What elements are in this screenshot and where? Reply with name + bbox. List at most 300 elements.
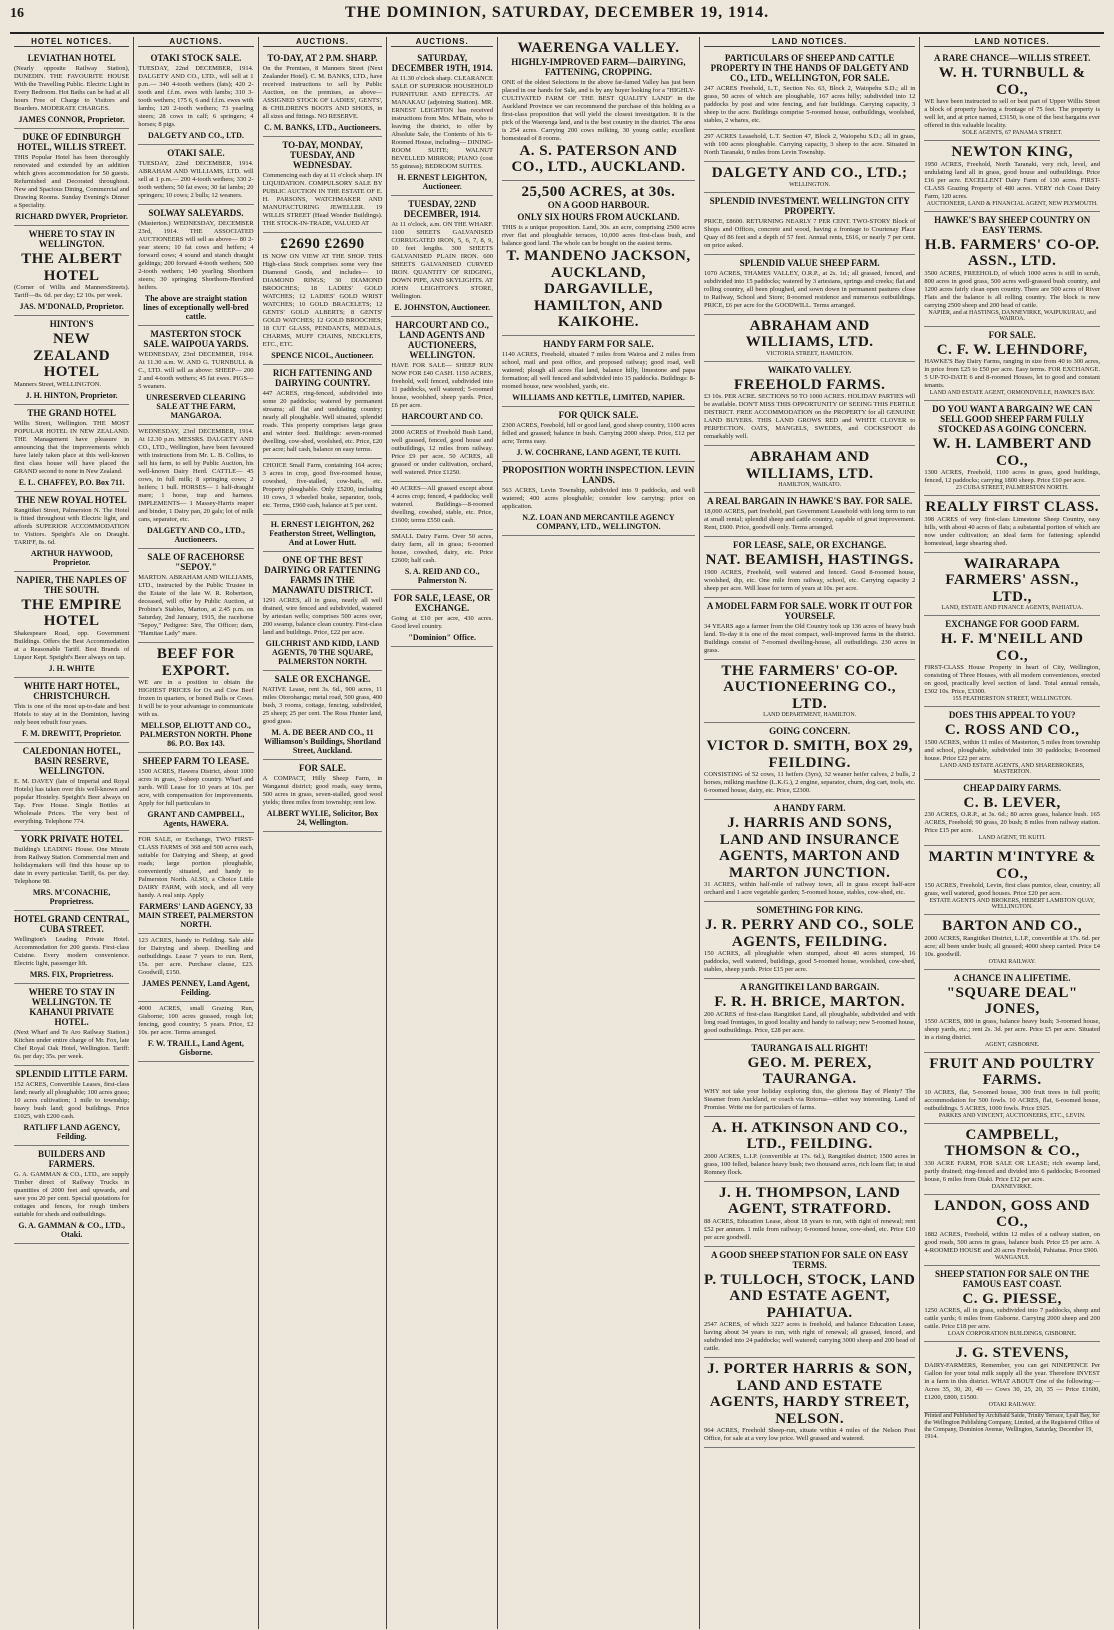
ad-display-line: GEO. M. PEREX, TAURANGA. bbox=[747, 1054, 872, 1087]
ad-display-line: H.B. FARMERS' CO-OP. ASSN., LTD. bbox=[924, 236, 1100, 269]
advertisement bbox=[263, 552, 383, 671]
ad-body: 447 ACRES, ring-fenced, subdivided into some 20 paddocks; watered by permanent streams; all flat and undulating country; nearly all ploughable. Well situated, splendid roads. This property comprises large grass and winter feed. Buildings: seven-roomed dwelling, cow-shed, woolshed, etc. Price, £20 per acre; half cash, balance on easy terms. bbox=[262, 389, 383, 453]
ad-body: Commencing each day at 11 o'clock sharp. IN LIQUIDATION. COMPULSORY SALE BY PUBLIC AUCTION IN THE ESTATE OF E. H. PARSONS, WATCHMAKER AND MANUFACTURING JEWELLER. 19 WILLIS STREET (Head Wonder Buildings). THE STOCK-IN-TRADE, VALUED AT bbox=[262, 172, 383, 227]
ad-display-line: DALGETY AND CO., LTD.; bbox=[711, 165, 908, 181]
section-heading-auctions: AUCTIONS. bbox=[138, 37, 253, 47]
ad-body: (Masterton.) WEDNESDAY, DECEMBER 23rd, 1914. THE ASSOCIATED AUCTIONEERS will sell as above— 80 2-year steers; 10 fat cows and heifers; 4 forward cows; 4 sound and stanch draught geldings; 200 forward 4-tooth wethers; 500 2-tooth wethers; 140 yearling Shorthorn steers; 30 springing Shorthorn-Hereford heifers. bbox=[138, 220, 254, 291]
ad-display-line: C. ROSS AND CO., bbox=[944, 722, 1080, 738]
ad-body: At 11.30 o'clock sharp. CLEARANCE SALE OF SUPERIOR HOUSEHOLD FURNITURE AND EFFECTS. AT MANAKAU (adjoining Station). MR. ERNEST LEIGHTON has received instructions from Mrs. M'Bain, who is leaving the district, to offer by Absolute Sale, the Contents of his 6-Roomed House, including— DINING-ROOM SUITE; WALNUT BEVELLED MIRROR; PIANO (cost 55 guineas); BEDROOM SUITES. bbox=[391, 75, 493, 170]
ad-body: G. A. GAMMAN & CO., LTD., are supply Timber direct of Railway Trucks in quantities of 2000 feet and upwards, and save you 20 per cent. Special quotations for cottages and fences, for rough timbers suitable for sheds and outbuildings. bbox=[14, 1170, 130, 1218]
ad-body: 200 ACRES of first-class Rangitikei Land, all ploughable, subdivided and with long road frontages, in good locality and handy to railway; new 5-roomed house, good outbuildings. Price, £28 per acre. bbox=[704, 1010, 916, 1034]
ad-heading: A REAL BARGAIN IN HAWKE'S BAY. FOR SALE. bbox=[707, 496, 913, 506]
ad-signature: FARMERS' LAND AGENCY, 33 MAIN STREET, PALMERSTON NORTH. bbox=[138, 902, 254, 929]
ad-body: FOR SALE, or Exchange, TWO FIRST-CLASS FARMS of 368 and 500 acres each, suitable for Dairying and Sheep, at good roads; large portion ploughable, conveniently situated, and handy to Palmerston North. ALSO, a Choice Little DAIRY FARM, with stock, and all very handy. A real snip. Apply bbox=[138, 836, 254, 899]
advertisement bbox=[704, 1117, 915, 1182]
advertisement bbox=[924, 846, 1100, 915]
ad-body: 31 ACRES, within half-mile of railway town, all in grass except half-acre orchard and 1 acre vegetable garden; 5-roomed house, stables, cow-shed, etc. bbox=[704, 881, 916, 896]
ad-body: SMALL Dairy Farm. Over 50 acres, dairy farm, all in grass; 6-roomed house, cowshed, dairy, etc. Price £2600; half cash. bbox=[391, 533, 493, 564]
waerenga-subtitle: HIGHLY-IMPROVED FARM—DAIRYING, FATTENING, CROPPING. bbox=[511, 56, 686, 77]
ad-body: 1550 ACRES, 800 in grass, balance heavy bush; 3-roomed house, sheep yards, etc.; rent 2s. 3d. per acre. Price £5 per acre. Situated in a rising district. bbox=[924, 1017, 1100, 1041]
ad-address: WANGANUI. bbox=[994, 1254, 1030, 1261]
ad-body: 2547 ACRES, of which 3227 acres is freehold, and balance Education Lease, having about 34 years to run, with right of renewal; all grassed, fenced, and subdivided into 24 paddocks; well watered; carrying 3000 sheep and 200 head of cattle. bbox=[704, 1321, 916, 1352]
advertisement bbox=[14, 743, 129, 831]
advertisement bbox=[924, 707, 1100, 780]
ad-heading: SHEEP FARM TO LEASE. bbox=[142, 756, 250, 766]
ad-body: 1140 ACRES, Freehold, situated 7 miles from Wairoa and 2 miles from school, mail and post office, and proposed railway; good road, well watered; plough all acres flat land, balance hilly, limestone and papa formation; all well fenced and subdivided into 15 paddocks. Buildings: 8-roomed house, new woolshed, yards, etc. bbox=[501, 350, 695, 390]
advertisement bbox=[14, 405, 129, 492]
ad-body: 1291 ACRES, all in grass, nearly all well drained, wire fenced and subdivided, watered by artesian wells; comprises 500 acres over, 200 swamp, balance clean country. First-class land and buildings. Price, £22 per acre. bbox=[262, 596, 383, 636]
advertisement bbox=[138, 326, 253, 425]
ad-body: E. M. DAVEY (late of Imperial and Royal Hotels) has taken over this well-known and popular Hostelry. Speight's Beer always on Tap. Free House. Single Bottles at Wholesale Prices. The very best of everything. Telephone 774. bbox=[14, 777, 130, 825]
harbour-sub2: ONLY SIX HOURS FROM AUCKLAND. bbox=[517, 212, 680, 222]
ad-display-line: CAMPBELL, THOMSON & CO., bbox=[944, 1126, 1080, 1159]
ad-signature: J. H. HINTON, Proprietor. bbox=[25, 390, 118, 400]
advertisement bbox=[704, 446, 915, 493]
ad-display-line: £2690 £2690 bbox=[280, 236, 365, 252]
ad-display-line: NEW ZEALAND HOTEL bbox=[33, 331, 111, 380]
advertisement bbox=[138, 205, 253, 326]
advertisement bbox=[704, 902, 915, 979]
section-heading-auctions: AUCTIONS. bbox=[391, 37, 493, 47]
advertisement bbox=[704, 130, 915, 162]
advertisement bbox=[391, 50, 493, 196]
ad-body: 1882 ACRES, Freehold, within 12 miles of a railway station, on good roads, 500 acres in grass, balance bush. Price £5 per acre. A 4-ROOMED HOUSE and 20 acres Freehold, Pahiatua. Price £900. bbox=[924, 1230, 1100, 1254]
advertisement bbox=[391, 317, 493, 426]
ad-display-line: ABRAHAM AND WILLIAMS, LTD. bbox=[745, 449, 874, 482]
ad-body: HAVE FOR SALE— SHEEP RUN NOW FOR £40 CASH. 1150 ACRES, freehold, well fenced, subdivided into 11 paddocks, well watered; 5-roomed house, woolshed, sheep yards. Price, £6 per acre. bbox=[391, 362, 493, 409]
ad-display-line: BEEF FOR EXPORT. bbox=[156, 646, 235, 679]
advertisement bbox=[138, 643, 253, 753]
column-auctions-2 bbox=[259, 37, 388, 1629]
ad-body: 1900 ACRES, Freehold, well watered and fenced. Good 8-roomed house, woolshed, dip, etc. One mile from railway, school, etc. Carrying capacity 2 sheep per acre. Will lease for term of years at 10s. per acre. bbox=[704, 568, 916, 592]
ad-heading: DO YOU WANT A BARGAIN? WE CAN SELL GOOD SHEEP FARM FULLY STOCKED AS A GOING CONCERN. bbox=[932, 404, 1093, 434]
ad-heading: TUESDAY, 22ND DECEMBER, 1914. bbox=[403, 199, 481, 219]
ad-body: HAWKE'S Bay Dairy Farms, ranging in size from 40 to 300 acres, in price from £25 to £50 per acre. Easy terms. FOR EXCHANGE. 5 UP-TO-DATE 6 and 8-roomed Houses, let to good and constant tenants. bbox=[924, 358, 1100, 389]
masthead bbox=[10, 4, 1104, 34]
advertisement bbox=[924, 553, 1100, 617]
waerenga-agent: A. S. PATERSON AND CO., LTD., AUCKLAND. bbox=[511, 142, 686, 175]
ad-body: This is one of the most up-to-date and best Hotels to stay at in the Dominion, having only been rebuilt four years. bbox=[14, 702, 130, 726]
harbour-body: THIS is a unique proposition. Land, 30s. an acre, comprising 2500 acres river flat and ploughable terraces, 10,000 acres first-class bush, and balance good land. The whole can be bought on the easiest terms. bbox=[501, 224, 695, 247]
ad-signature: WILLIAMS AND KETTLE, LIMITED, NAPIER. bbox=[512, 392, 685, 402]
ad-body: 964 ACRES, Freehold Sheep-run, situate within 4 miles of the Nelson Post Office, for sale at a very low price. Well grassed and watered. bbox=[704, 1427, 916, 1442]
ad-address: OTAKI RAILWAY. bbox=[988, 958, 1036, 965]
ad-display-line: A. H. ATKINSON AND CO., LTD., FEILDING. bbox=[711, 1119, 908, 1152]
ad-heading: A RANGITIKEI LAND BARGAIN. bbox=[740, 982, 880, 992]
advertisement bbox=[924, 1266, 1100, 1343]
advertisement bbox=[14, 1146, 129, 1244]
ad-signature: RATLIFF LAND AGENCY, Feilding. bbox=[23, 1122, 120, 1141]
ad-display-line: ABRAHAM AND WILLIAMS, LTD. bbox=[745, 317, 874, 350]
ad-heading: WHERE TO STAY IN WELLINGTON. TE KAHANUI PRIVATE HOTEL. bbox=[28, 986, 115, 1027]
advertisement bbox=[263, 459, 383, 515]
ad-display-line: C. B. LEVER, bbox=[963, 794, 1061, 811]
ad-body: 2000 ACRES of Freehold Bush Land, well grassed, fenced, good house and outbuildings, 12 miles from railway. Price £9 per acre. 50 ACRES, all grassed or under cultivation, orchard, well watered. Price £1250. bbox=[391, 429, 493, 476]
advertisement bbox=[704, 598, 915, 660]
ad-body: 2300 ACRES, Freehold, hill or good land, good sheep country, 1100 acres felled and grassed; balance in bush. Carrying 2000 sheep. Price, £12 per acre; Terms easy. bbox=[501, 421, 695, 445]
ad-list bbox=[14, 50, 129, 1244]
column-land-notices-1 bbox=[700, 37, 920, 1629]
ad-address: NAPIER, and at HASTINGS, DANNEVIRKE, WAIPUKURAU, and WAIROA. bbox=[928, 309, 1096, 322]
ad-body: (Nearly opposite Railway Station), DUNEDIN. THE FAVOURITE HOUSE With the Travelling Public. Electric Light in Every Bedroom. Hot Baths can be had at all hours Free of Charge to Visitors and Boarders. MODERATE CHARGES. bbox=[14, 65, 130, 112]
advertisement bbox=[14, 678, 129, 743]
ad-display-line: REALLY FIRST CLASS. bbox=[925, 499, 1099, 515]
section-heading-land-notices: LAND NOTICES. bbox=[704, 37, 915, 47]
ad-heading: YORK PRIVATE HOTEL bbox=[20, 833, 123, 844]
ad-body: 563 ACRES, Levin Township, subdivided into 9 paddocks, and well watered; 400 acres ploughable; consider low carrying; price on application. bbox=[501, 486, 695, 510]
ad-heading: DUKE OF EDINBURGH HOTEL, WILLIS STREET. bbox=[17, 132, 126, 152]
advertisement bbox=[14, 911, 129, 984]
ad-heading: TAURANGA IS ALL RIGHT! bbox=[751, 1042, 868, 1053]
ad-heading: SOMETHING FOR KING. bbox=[756, 905, 863, 915]
ad-body: 2000 ACRES, Rangitikei District, L.I.P., convertible at 17s. 6d. per acre; all been under bush; all grassed; 4000 sheep carried. Price £4 10s. goodwill. bbox=[924, 934, 1100, 958]
ad-heading: SALE OR EXCHANGE. bbox=[274, 673, 371, 684]
advertisement bbox=[924, 1053, 1100, 1124]
ad-heading: GOING CONCERN. bbox=[769, 726, 851, 736]
ad-signature: N.Z. LOAN AND MERCANTILE AGENCY COMPANY, LTD., WELLINGTON. bbox=[522, 512, 675, 531]
advertisement bbox=[502, 462, 695, 536]
advertisement bbox=[704, 979, 915, 1040]
advertisement bbox=[502, 407, 695, 462]
ad-heading: A GOOD SHEEP STATION FOR SALE ON EASY TERMS. bbox=[710, 1249, 909, 1270]
ad-signature: JAMES CONNOR, Proprietor. bbox=[18, 115, 125, 124]
ad-heading: THE NEW ROYAL HOTEL bbox=[16, 494, 127, 505]
ad-body: 230 ACRES, O.R.P., at 3s. 6d.; 80 acres grass, balance bush. 165 ACRES, Freehold; 90 grass, 20 bush; 8 miles from railway station. Price £15 per acre. bbox=[924, 811, 1100, 834]
advertisement bbox=[704, 50, 915, 130]
column-auctions-3 bbox=[387, 37, 498, 1629]
ad-display-line: W. H. TURNBULL & CO., bbox=[938, 65, 1086, 98]
ad-heading: SOLWAY SALEYARDS. bbox=[148, 208, 244, 218]
ad-address: DANNEVIRKE. bbox=[991, 1183, 1033, 1190]
ad-body: 1250 ACRES, all in grass, subdivided into 7 paddocks, sheep and cattle yards; 6 miles from Gisborne. Carrying 2000 sheep and 200 cattle. Price £18 per acre. bbox=[924, 1307, 1100, 1330]
waerenga-body: ONE of the oldest Selections in the above far-famed Valley has just been placed in our hands for Sale, and is by any buyer looking for a "HIGHLY-CULTIVATED FARM OF THE BEST QUALITY LAND" in the Auckland Province we can recommend the purchase of this holding as a first-class proposition that will yield the closest investigation. It is the pick of the Waerenga land, and is the best country in the district. The area is 254 acres. Carrying 200 cows milking, 30 young cattle; excellent homestead of 8 rooms. bbox=[501, 78, 695, 142]
ad-body: MARTON. ABRAHAM AND WILLIAMS, LTD., instructed by the Public Trustee in the Estate of the late W. R. Robertson, deceased, will offer by Public Auction, at Probine's Stables, Marton, at 2.45 p.m. on Saturday, 2nd January, 1915, the racehorse "Sepoy," Pedigree: Sire, The Officer; dam, "Hamitae Lady" mare. bbox=[138, 574, 254, 637]
ad-signature: JAMES PENNEY, Land Agent, Feilding. bbox=[142, 979, 250, 997]
section-heading-land-notices: LAND NOTICES. bbox=[924, 37, 1100, 47]
ad-address: WELLINGTON. bbox=[789, 181, 831, 188]
ad-address: AUCTIONEER, LAND & FINANCIAL AGENT, NEW PLYMOUTH. bbox=[926, 200, 1098, 207]
ad-body: Rangitikei Street, Palmerston N. The Hotel is fitted throughout with Electric light, and affords SUPERIOR ACCOMMODATION to Visitors. Speight's Ale on Draught. TARIFF, 8s. 6d. bbox=[14, 506, 130, 546]
advertisement bbox=[704, 162, 915, 193]
ad-heading: TO-DAY, MONDAY, TUESDAY, AND WEDNESDAY. bbox=[282, 140, 363, 170]
advertisement bbox=[704, 1040, 915, 1117]
ad-address: LAND AGENT, TE KUITI. bbox=[978, 835, 1046, 841]
ad-body: 1500 ACRES, within 11 miles of Masterton, 5 miles from township and school, ploughable, subdivided into 30 paddocks; 8-roomed house. Price £22 per acre. bbox=[924, 738, 1100, 762]
advertisement bbox=[704, 660, 915, 724]
section-heading-hotel-notices: HOTEL NOTICES. bbox=[14, 37, 129, 47]
advertisement bbox=[263, 137, 383, 233]
ad-heading: OTAKI SALE. bbox=[167, 148, 225, 158]
advertisement bbox=[14, 316, 129, 405]
advertisement bbox=[138, 934, 253, 1002]
ad-heading: FOR QUICK SALE. bbox=[558, 409, 639, 420]
column-auctions-1 bbox=[134, 37, 258, 1629]
ad-body: DAIRY-FARMERS, Remember, you can get NINEPENCE Per Gallon for your total milk supply all the year. Therefore INVEST in a farm in this district. WHAT ABOUT One of the following:— Acres 35, 30, 20, 49 — Cows 30, 25, 20, 35 — Price £1600, £1200, £800, £1500. bbox=[924, 1361, 1100, 1401]
ad-body: Manners Street, WELLINGTON. bbox=[14, 380, 102, 388]
ad-signature: H. ERNEST LEIGHTON, Auctioneer. bbox=[397, 173, 487, 191]
advertisement bbox=[704, 493, 915, 537]
ad-heading: A CHANCE IN A LIFETIME. bbox=[953, 972, 1071, 983]
advertisement bbox=[924, 50, 1100, 141]
ad-heading: SHEEP STATION FOR SALE ON THE FAMOUS EAST COAST. bbox=[935, 1268, 1090, 1289]
advertisement bbox=[704, 362, 915, 447]
ad-address: SOLE AGENTS, 67 PANAMA STREET. bbox=[962, 130, 1063, 136]
advertisement bbox=[263, 760, 383, 832]
ad-address: LAND DEPARTMENT, HAMILTON. bbox=[763, 712, 857, 718]
advertisement bbox=[704, 193, 915, 255]
harbour-sub: ON A GOOD HARBOUR. bbox=[547, 200, 650, 210]
ad-address: AGENT, GISBORNE. bbox=[984, 1041, 1040, 1048]
advertisement bbox=[14, 129, 129, 226]
advertisement bbox=[924, 616, 1100, 707]
ad-body: 10 ACRES, flat, 5-roomed house, 300 fruit trees in full profit; accommodation for 500 fowls. 10 ACRES, flat, 6-roomed house, outbuildings. 5 ACRES, 1000 fowls. Price £925. bbox=[924, 1088, 1100, 1112]
advertisement bbox=[263, 233, 383, 365]
ad-signature: J. H. WHITE bbox=[48, 663, 95, 673]
advertisement bbox=[924, 327, 1100, 402]
ad-display-line: J. PORTER HARRIS & SON, LAND AND ESTATE AGENTS, HARDY STREET, NELSON. bbox=[707, 1361, 913, 1427]
ad-address: LOAN CORPORATION BUILDINGS, GISBORNE. bbox=[947, 1331, 1077, 1337]
page-title: THE DOMINION, SATURDAY, DECEMBER 19, 1914. bbox=[344, 4, 770, 21]
ad-address: LAND AND ESTATE AGENTS, AND SHAREBROKERS, MASTERTON. bbox=[939, 762, 1085, 775]
ad-display-line: F. R. H. BRICE, MARTON. bbox=[714, 994, 905, 1010]
ad-display-line: LANDON, GOSS AND CO., bbox=[934, 1197, 1091, 1230]
advertisement bbox=[391, 426, 493, 482]
ad-heading: SPLENDID INVESTMENT. WELLINGTON CITY PROPERTY. bbox=[709, 195, 910, 216]
advertisement bbox=[704, 800, 915, 902]
advertisement bbox=[924, 915, 1100, 970]
advertisement bbox=[924, 401, 1100, 496]
ad-display-line: THE EMPIRE HOTEL bbox=[21, 596, 122, 629]
ad-heading: WAIKATO VALLEY. bbox=[767, 364, 852, 375]
advertisement bbox=[263, 515, 383, 552]
ad-display-line: C. G. PIESSE, bbox=[962, 1290, 1062, 1307]
ad-heading: TO-DAY, AT 2 P.M. SHARP. bbox=[267, 53, 378, 63]
ad-heading: RICH FATTENING AND DAIRYING COUNTRY. bbox=[272, 367, 373, 388]
ad-body: (Next Wharf and Te Aro Railway Station.) Kitchen under entire charge of Mr. Fox, late Chef Royal Oak Hotel, Wellington. Tariff: 6s. per day; 35s. per week. bbox=[14, 1028, 130, 1060]
ad-display-line: C. F. W. LEHNDORF, bbox=[936, 341, 1088, 358]
ad-body: WHY not take your holiday exploring this, the glorious Bay of Plenty? The Steamer from Auckland, or coach via Rotorua—either way interesting. Land of Promise. Write me for particulars of farms. bbox=[704, 1087, 916, 1111]
harbour-area: 25,500 ACRES, at 30s. bbox=[521, 183, 676, 200]
ad-display-line: NAT. BEAMISH, HASTINGS. bbox=[705, 552, 914, 568]
ad-signature: J. W. COCHRANE, LAND AGENT, TE KUITI. bbox=[516, 447, 681, 457]
ad-signature: M. A. DE BEER AND CO., 11 Williamson's Buildings, Shortland Street, Auckland. bbox=[263, 727, 381, 755]
ad-heading: OTAKI STOCK SALE. bbox=[150, 53, 242, 63]
ad-heading: EXCHANGE FOR GOOD FARM. bbox=[945, 619, 1080, 629]
column-hotel-notices bbox=[10, 37, 134, 1629]
advertisement bbox=[924, 1124, 1100, 1195]
columns bbox=[10, 37, 1104, 1629]
ad-heading: HANDY FARM FOR SALE. bbox=[543, 338, 654, 349]
ad-body: 4000 ACRES, small Grazing Run, Gisborne; 100 acres grassed, rough lot; fencing, good country; 5 years. Price, £2 10s. per acre. Terms arranged. bbox=[138, 1005, 254, 1036]
ad-heading: HAWKE'S BAY SHEEP COUNTRY ON EASY TERMS. bbox=[934, 214, 1091, 235]
advertisement bbox=[14, 572, 129, 678]
advertisement bbox=[924, 1342, 1100, 1413]
imprint-footer: Printed and Published by Archibald Saide, Trinity Terrace, Lyall Bay, for the Wellington Publishing Company, Limited, at the Registered Office of the Company, Dominion Avenue, Wellington, Saturday, December 19, 1914. bbox=[924, 1412, 1100, 1440]
ad-display-line: BARTON AND CO., bbox=[942, 918, 1083, 934]
ad-heading: FOR SALE, LEASE, OR EXCHANGE. bbox=[393, 593, 491, 613]
advertisement bbox=[391, 530, 493, 590]
waerenga-ad bbox=[502, 37, 695, 181]
ad-heading: DOES THIS APPEAL TO YOU? bbox=[948, 710, 1076, 720]
advertisement bbox=[924, 141, 1100, 212]
ad-display-line: H. F. M'NEILL AND CO., bbox=[940, 631, 1084, 664]
ad-display-line: J. R. PERRY AND CO., SOLE AGENTS, FEILDING. bbox=[704, 917, 915, 950]
ad-address: LAND AND ESTATE AGENT, ORMONDVILLE, HAWKE'S BAY. bbox=[929, 390, 1095, 396]
advertisement bbox=[704, 255, 915, 315]
advertisement bbox=[138, 753, 253, 833]
ad-list bbox=[263, 50, 383, 832]
ad-signature: GRANT AND CAMPBELL, Agents, HAWERA. bbox=[147, 810, 245, 828]
ad-body: NATIVE Lease, rent 3s. 6d., 900 acres, 11 miles Otorohanga; metal road, 500 grass, 400 bush, 3 rooms, cottage, fencing, subdivided, 25 sheep; 25 per cent. The Ross Hunter land, good grass. bbox=[262, 685, 383, 725]
ad-heading: FOR SALE. bbox=[298, 762, 346, 773]
ad-heading: PARTICULARS OF SHEEP AND CATTLE PROPERTY IN THE HANDS OF DALGETY AND CO., LTD., WELLINGTON, FOR SALE. bbox=[710, 53, 909, 83]
ad-body: 1500 ACRES, Hawera District, about 1000 acres in grass, 3-sheep country. Wharf and yards. Will Lease for 10 years at 10s. per acre, with compensation for improvements. Apply for full particulars to bbox=[138, 768, 254, 807]
ad-signature: HARCOURT AND CO. bbox=[401, 412, 483, 421]
ad-heading: FOR SALE. bbox=[988, 329, 1036, 340]
advertisement bbox=[263, 50, 383, 137]
ad-body: 150 ACRES, all ploughable when stumped, about 40 acres stumped, 16 paddocks, well watered, buildings, good 5-roomed house, woolshed, cow-shed, stables, sheep yards. Price £15 per acre. bbox=[704, 950, 916, 973]
ad-address: OTAKI RAILWAY. bbox=[988, 1401, 1036, 1408]
ad-heading: CHEAP DAIRY FARMS. bbox=[963, 782, 1062, 793]
advertisement bbox=[263, 671, 383, 760]
ad-address: HAMILTON, WAIKATO. bbox=[778, 482, 842, 488]
advertisement bbox=[14, 1066, 129, 1146]
advertisement bbox=[924, 212, 1100, 327]
ad-body: £3 10s. PER ACRE. SECTIONS 50 TO 1000 ACRES. HOLIDAY PARTIES will be available. DON'T MISS THIS OPPORTUNITY OF SEEING THIS FERTILE DISTRICT. FREE ACCOMMODATION on the PROPERTY for all GENUINE LAND BUYERS. THIS LAND GROWS RED and WHITE CLOVER to PERFECTION. OATS, MANGELS, SWEDES, and COCKSFOOT do remarkably well. bbox=[704, 393, 916, 440]
harbour-agent: T. MANDENO JACKSON, AUCKLAND, DARGAVILLE, HAMILTON, AND KAIKOHE. bbox=[506, 248, 691, 330]
ad-body: PRICE, £8600. RETURNING NEARLY 7 PER CENT. TWO-STORY Block of Shops and Offices, concrete and wood, having a frontage to Courtenay Place Quay of 86 feet and a depth of 57 feet. Annual rents, £616, or nearly 7 per cent. on price asked. bbox=[704, 217, 916, 249]
ad-heading: PROPOSITION WORTH INSPECTION. LEVIN LANDS. bbox=[502, 464, 695, 485]
ad-heading: NAPIER, THE NAPLES OF THE SOUTH. bbox=[16, 574, 127, 595]
ad-body: 1300 ACRES, Freehold, 1100 acres in grass, good buildings, fenced, 12 paddocks; carrying 1800 sheep. Price £10 per acre. bbox=[924, 469, 1100, 484]
ad-address: PARKES AND VINCENT, AUCTIONEERS, ETC., LEVIN. bbox=[938, 1112, 1086, 1119]
ad-body: 18,000 ACRES, part freehold, part Government Leasehold with long term to run at small rental; splendid sheep and cattle country, capable of great improvement. Rent, £600. Price, goodwill only. Terms arranged. bbox=[704, 508, 916, 531]
ad-display-line: VICTOR D. SMITH, BOX 29, FEILDING. bbox=[706, 738, 913, 771]
ad-body: 2000 ACRES, L.I.P. (convertible at 17s. 6d.), Rangitikei district; 1500 acres in grass, 100 felled, balance heavy bush; two thousand acres, rich loam flat; in stud Romney flock. bbox=[704, 1152, 916, 1176]
ad-signature: UNRESERVED CLEARING SALE AT THE FARM, MANGAROA. bbox=[145, 393, 246, 420]
ad-body: 40 ACRES—All grassed except about 4 acres crop; fenced, 4 paddocks; well watered. Buildings—8-roomed dwelling, cowshed, stable, etc. Price, £1600; terms £550 cash. bbox=[391, 485, 493, 524]
ad-signature: GILCHRIST AND KIDD, LAND AGENTS, 70 THE SQUARE, PALMERSTON NORTH. bbox=[265, 638, 380, 666]
ad-body: FIRST-CLASS House Property in heart of City, Wellington, consisting of Three Houses, with all modern conveniences, erected on good, practically level section of land. Total annual rentals, £302 10s. Price, £3300. bbox=[924, 664, 1100, 695]
ad-body: 34 YEARS ago a farmer from the Old Country took up 136 acres of heavy bush land. To-day it is one of the most compact, well-improved farms in the district. Buildings consist of 7-roomed dwelling-house, all outbuildings. 230 acres in grass. bbox=[704, 622, 916, 654]
ad-display-line: J. HARRIS AND SONS, LAND AND INSURANCE AGENTS, MARTON AND MARTON JUNCTION. bbox=[719, 815, 901, 881]
advertisement bbox=[391, 590, 493, 647]
ad-address: 155 FEATHERSTON STREET, WELLINGTON. bbox=[952, 696, 1072, 702]
advertisement bbox=[138, 549, 253, 643]
ad-body: THIS Popular Hotel has been thoroughly renovated and extended by an addition which gives accommodation for 50 guests. Refurnished and Decorated throughout. New and Spacious Dining, Commercial and Drawing Rooms. Sunday Evening's Dinner a Speciality. bbox=[14, 154, 130, 209]
ad-heading: SALE OF RACEHORSE "SEPOY." bbox=[147, 552, 245, 572]
advertisement bbox=[14, 226, 129, 316]
ad-display-line: THE ALBERT HOTEL bbox=[21, 251, 123, 284]
ad-heading: HARCOURT AND CO., LAND AGENTS AND AUCTIONEERS, WELLINGTON. bbox=[395, 320, 489, 360]
ad-heading: SPLENDID VALUE SHEEP FARM. bbox=[739, 257, 880, 268]
ad-list bbox=[924, 50, 1100, 1413]
ad-signature: E. L. CHAFFEY, P.O. Box 711. bbox=[18, 477, 125, 487]
ad-signature: E. JOHNSTON, Auctioneer. bbox=[394, 303, 491, 312]
advertisement bbox=[138, 50, 253, 145]
ad-body: 247 ACRES Freehold, L.T., Section No. 63, Block 2, Waiopehu S.D.; all in grass, 50 acres of which are ploughable, 167 acres hilly; subdivided into 12 paddocks by post and wire fencing, and fair buildings. Carrying capacity, 3 sheep to the acre. Buildings comprise 5-roomed house, outbuildings, woolshed, stables, 2 whares, etc. bbox=[704, 85, 916, 124]
advertisement bbox=[502, 336, 695, 407]
advertisement bbox=[704, 1247, 915, 1359]
ad-body: Shakespeare Road, opp. Government Buildings. Offers the Best Accommodation at a Reasonable Tariff. Best Brands of Liquor Kept. Speight's Beer always on tap. bbox=[14, 629, 130, 661]
advertisement bbox=[924, 1195, 1100, 1266]
ad-signature: MRS. M'CONACHIE, Proprietress. bbox=[32, 887, 111, 906]
ad-signature: ARTHUR HAYWOOD, Proprietor. bbox=[30, 548, 113, 567]
advertisement bbox=[704, 1358, 915, 1448]
ad-heading: A RARE CHANCE—WILLIS STREET. bbox=[933, 53, 1091, 63]
ad-signature: F. M. DREWITT, Proprietor. bbox=[21, 728, 122, 738]
section-heading-auctions: AUCTIONS. bbox=[263, 37, 383, 47]
page-number: 16 bbox=[10, 6, 24, 21]
ad-body: WEDNESDAY, 23rd DECEMBER, 1914. At 11.30 a.m. W. AND G. TURNBULL & C., LTD. will sell as above: SHEEP— 200 2 and 4-tooth wethers; 45 fat ewes. PIGS— 5 weaners. bbox=[138, 351, 254, 390]
advertisement bbox=[704, 1182, 915, 1247]
ad-body: Willis Street, Wellington. THE MOST POPULAR HOTEL IN NEW ZEALAND. THE Management have pleasure in announcing that the improvements which have lately taken place at this well-known first class house will have placed the GRAND second to none in New Zealand. bbox=[14, 419, 130, 475]
ad-heading: BUILDERS AND FARMERS. bbox=[38, 1148, 106, 1169]
ad-signature: S. A. REID AND CO., Palmerston N. bbox=[404, 567, 480, 585]
ad-body: CONSISTING of 52 cows, 11 heifers (3yrs), 32 weaner heifer calves, 2 bulls, 2 horses, milking machine (L.K.G.), 2 engine, separator, churn, dog cart, tools, etc. 6-roomed house, dairy, etc. Price, £2300. bbox=[704, 771, 916, 794]
ad-body: 1950 ACRES, Freehold, North Taranaki, very rich, level, and undulating land all in grass, good house and outbuildings. Price £16 per acre. EXCELLENT Dairy Farm of 130 acres. FIRST-CLASS Grazing Property of 480 acres. VERY rich Coast Dairy Farm, 120 acres. bbox=[924, 160, 1100, 200]
ad-body: 3500 ACRES, FREEHOLD, of which 1000 acres is still in scrub, 800 acres in good grass, 500 acres well-grassed bush country, and 1200 acres fairly clean open country. There are 500 acres of River Flats and the balance is all rolling country. The block is now carrying 2500 sheep and 200 head of cattle. bbox=[924, 269, 1100, 309]
waerenga-title: WAERENGA VALLEY. bbox=[517, 40, 680, 56]
ad-body: WE have been instructed to sell or best part of Upper Willis Street a block of property having a frontage of 75 feet. The property is well let, and at price named, £3150, is one of the best bargains ever offered in this valuable locality. bbox=[924, 98, 1100, 129]
ad-body: 398 ACRES of very first-class Limestone Sheep Country, easy hills, with about 40 acres of flats; a substantial portion of which are now under cultivation; an ideal farm for fattening; splendid homestead, large shearing shed. bbox=[924, 515, 1100, 547]
ad-heading: MASTERTON STOCK SALE. WAIPOUA YARDS. bbox=[143, 329, 249, 349]
advertisement bbox=[704, 315, 915, 362]
ad-heading: FOR LEASE, SALE, OR EXCHANGE. bbox=[733, 540, 887, 550]
ad-address: LAND, ESTATE AND FINANCE AGENTS, PAHIATUA. bbox=[941, 605, 1083, 611]
ad-address: VICTORIA STREET, HAMILTON. bbox=[766, 350, 854, 357]
ad-body: 297 ACRES Leasehold, L.T. Section 47, Block 2, Waiopehu S.D.; all in grass, with 100 acres ploughable. Carrying capacity, 3 sheep to the acre. Situated in North Taranaki, 9 miles from Levin Township. bbox=[704, 133, 916, 156]
advertisement bbox=[14, 831, 129, 911]
ad-display-line: WAIRARAPA FARMERS' ASSN., LTD., bbox=[945, 555, 1079, 605]
ad-heading: THE GRAND HOTEL bbox=[27, 407, 116, 418]
ad-heading: ONE OF THE BEST DAIRYING OR FATTENING FARMS IN THE MANAWATU DISTRICT. bbox=[264, 554, 381, 595]
ad-body: Going at £10 per acre, 430 acres. Good level country. bbox=[391, 615, 493, 630]
ad-heading: WHITE HART HOTEL, CHRISTCHURCH. bbox=[23, 680, 120, 701]
column-waerenga bbox=[498, 37, 700, 1629]
ad-body: A COMPACT, Hilly Sheep Farm, in Wanganui district; good roads, easy terms, 500 acres in grass, seven-stalled, good wool yields; three miles from township; rent low. bbox=[262, 774, 383, 806]
advertisement bbox=[14, 50, 129, 129]
ad-heading: CALEDONIAN HOTEL, BASIN RESERVE, WELLINGTON. bbox=[22, 745, 121, 776]
ad-display-line: P. TULLOCH, STOCK, LAND AND ESTATE AGENT, PAHIATUA. bbox=[704, 1271, 916, 1321]
advertisement bbox=[924, 780, 1100, 847]
ad-heading: SPLENDID LITTLE FARM. bbox=[15, 1068, 128, 1079]
advertisement bbox=[138, 1002, 253, 1062]
ad-list bbox=[391, 50, 493, 647]
ad-body: Building's LEADING House. One Minute from Railway Station. Commercial men and holidaymakers will find this house up to date in every particular. Tariff, 6s. per day. Telephone 98. bbox=[14, 845, 130, 885]
advertisement bbox=[14, 492, 129, 572]
advertisement bbox=[263, 365, 383, 459]
ad-signature: F. W. TRAILL, Land Agent, Gisborne. bbox=[147, 1039, 244, 1057]
ad-signature: MELLSOP, ELIOTT AND CO., PALMERSTON NORTH. Phone 86. P.O. Box 143. bbox=[139, 721, 252, 748]
ad-signature: DALGETY AND CO., LTD., Auctioneers. bbox=[146, 526, 245, 544]
ad-signature: RICHARD DWYER, Proprietor. bbox=[15, 212, 128, 221]
advertisement bbox=[924, 496, 1100, 553]
ad-heading: LEVIATHAN HOTEL bbox=[27, 53, 116, 63]
advertisement bbox=[138, 833, 253, 934]
ad-heading: HOTEL GRAND CENTRAL, CUBA STREET. bbox=[14, 913, 130, 934]
ad-body: At 11 o'clock, a.m. ON THE WHARF. 1100 SHEETS GALVANISED CORRUGATED IRON, 5, 6, 7, 8, 9, 10 feet lengths. 300 SHEETS GALVANISED PLAIN IRON. 600 SHEETS GALVANISED CURVED IRON. QUANTITY OF RIDGING, DOWN PIPE, AND SKYLIGHTS. AT JOHN LEIGHTON'S STORE, Wellington. bbox=[391, 221, 493, 300]
advertisement bbox=[924, 970, 1100, 1053]
ad-body: (Corner of Willis and MannersStreets). Tariff—8s. 6d. per day; £2 10s. per week. bbox=[14, 284, 130, 299]
advertisement bbox=[704, 537, 915, 598]
ad-list bbox=[138, 50, 253, 1062]
ad-heading: A MODEL FARM FOR SALE. WORK IT OUT FOR YOURSELF. bbox=[706, 600, 913, 621]
ad-address: 23 CUBA STREET, PALMERSTON NORTH. bbox=[955, 485, 1069, 491]
ad-display-line: NEWTON KING, bbox=[951, 144, 1073, 160]
ad-body: CHOICE Small Farm, containing 164 acres; 3 acres in crop, good five-roomed house, cowshed, five-stalled, cow-bails, etc. Property ploughable. Only £5200, including 10 cows, 3 wheeled brake, separator, tools, etc. Terms, £960 cash, balance at 5 per cent. bbox=[262, 461, 383, 509]
ad-body: Wellington's Leading Private Hotel. Accommodation for 200 guests. First-class Cuisine. Every modern convenience. Electric light, passenger lift. bbox=[14, 935, 130, 967]
